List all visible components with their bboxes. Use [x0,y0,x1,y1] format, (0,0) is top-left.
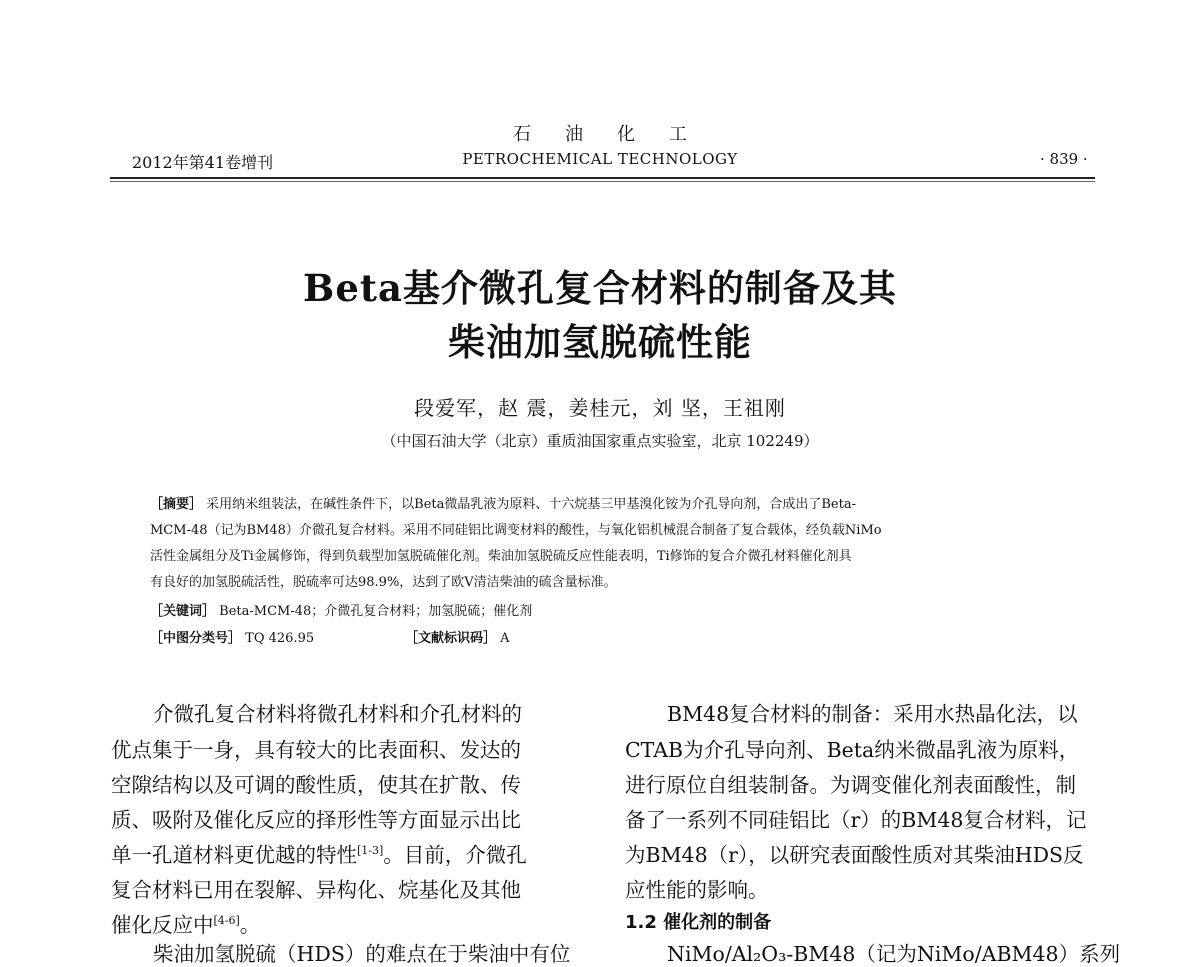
abstract-line: MCM-48（记为BM48）介微孔复合材料。采用不同硅铝比调变材料的酸性，与氧化铝机械混合制备了复合载体，经负载NiMo [150,523,882,538]
body-line: 复合材料已用在裂解、异构化、烷基化及其他 [111,878,521,902]
abstract-line: 活性金属组分及Ti金属修饰，得到负载型加氢脱硫催化剂。柴油加氢脱硫反应性能表明，Ti修饰的复合介微孔材料催化剂具 [150,549,852,564]
affiliation: （中国石油大学（北京）重质油国家重点实验室，北京 102249） [381,432,819,450]
header-rule-thin [110,181,1095,182]
clc-label: ［中图分类号］ [150,631,242,646]
citation: [4-6] [213,914,240,928]
abstract-line [150,493,856,512]
body-text: 。 [239,913,261,937]
body-line: 为BM48（r），以研究表面酸性质对其柴油HDS反 [625,843,1084,867]
body-line: 应性能的影响。 [625,878,769,902]
body-line: 介微孔复合材料将微孔材料和介孔材料的 [153,702,522,726]
article-title-line-1: Beta基介微孔复合材料的制备及其 [303,266,897,310]
abstract-text: 采用纳米组装法，在碱性条件下，以Beta微晶乳液为原料、十六烷基三甲基溴化铵为介孔导向剂，合成出了Beta- [206,497,856,512]
body-line: CTAB为介孔导向剂、Beta纳米微晶乳液为原料， [625,738,1080,762]
doc-code: A [500,631,510,646]
body-text: 。目前，介微孔 [383,843,527,867]
doc-code-label: ［文献标识码］ [405,631,497,646]
article-title-line-2: 柴油加氢脱硫性能 [448,320,752,364]
body-line: 柴油加氢脱硫（HDS）的难点在于柴油中有位 [153,942,571,966]
citation: [1-3] [357,844,384,858]
journal-title-en: PETROCHEMICAL TECHNOLOGY [462,150,738,168]
body-text: 单一孔道材料更优越的特性 [111,843,357,867]
issue-info: 2012年第41卷增刊 [132,153,274,172]
journal-title-cn: 石油化工 [513,124,721,145]
authors: 段爱军，赵 震，姜桂元，刘 坚，王祖刚 [414,396,786,420]
abstract-line: 有良好的加氢脱硫活性，脱硫率可达98.9%，达到了欧Ⅴ清洁柴油的硫含量标准。 [150,575,617,590]
clc-number: TQ 426.95 [245,631,315,646]
body-line [111,838,527,868]
body-line: 优点集于一身，具有较大的比表面积、发达的 [111,738,521,762]
keywords: Beta-MCM-48；介微孔复合材料；加氢脱硫；催化剂 [219,604,533,619]
body-line: 质、吸附及催化反应的择形性等方面显示出比 [111,808,521,832]
header-rule [110,177,1095,179]
body-line: 空隙结构以及可调的酸性质，使其在扩散、传 [111,773,521,797]
keywords-label: ［关键词］ [150,604,216,619]
page-number: · 839 · [1040,150,1088,168]
body-line: BM48复合材料的制备：采用水热晶化法，以 [667,702,1078,726]
section-heading: 1.2 催化剂的制备 [625,912,772,933]
classification-line [150,627,314,646]
body-line [111,908,260,938]
document-code-line [405,627,510,646]
body-line: NiMo/Al₂O₃-BM48（记为NiMo/ABM48）系列 [667,942,1121,966]
body-line: 进行原位自组装制备。为调变催化剂表面酸性，制 [625,773,1076,797]
body-text: 催化反应中 [111,913,214,937]
abstract-label: ［摘要］ [150,497,203,512]
body-line: 备了一系列不同硅铝比（r）的BM48复合材料，记 [625,808,1087,832]
keywords-line [150,600,532,619]
